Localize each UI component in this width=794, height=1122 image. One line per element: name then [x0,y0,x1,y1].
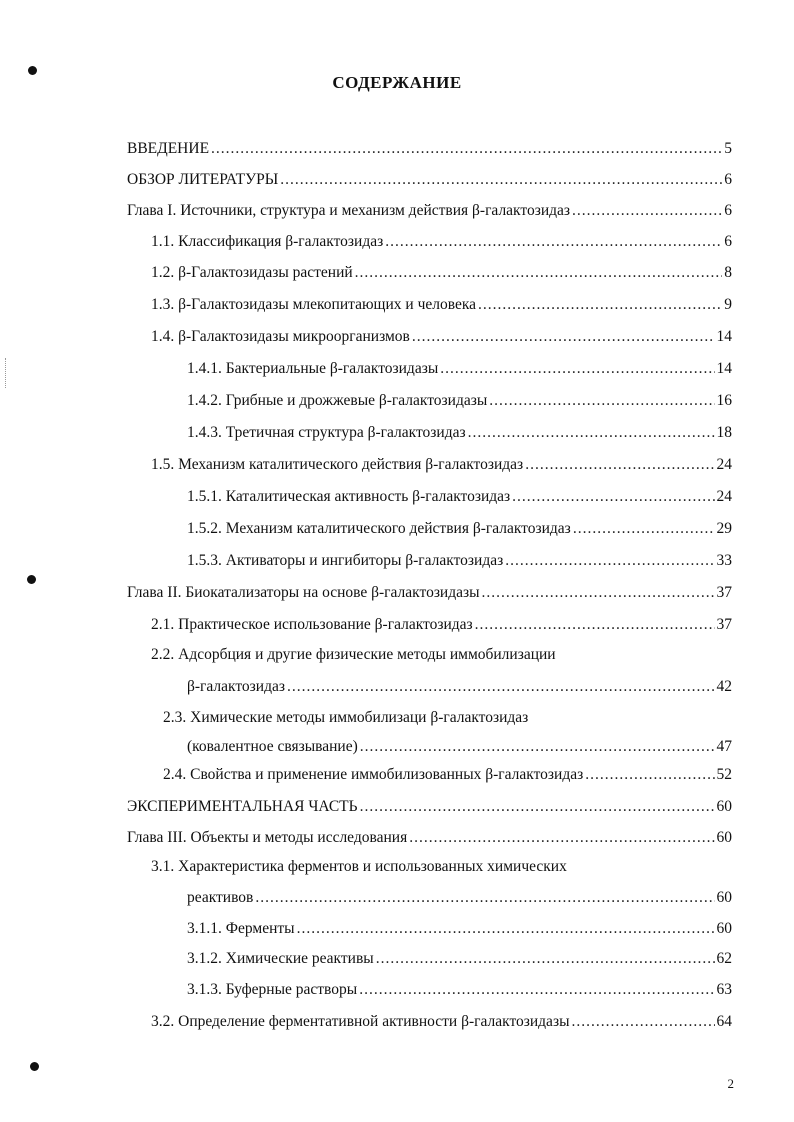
hole-punch-mark [28,66,37,75]
toc-entry-text: (ковалентное связывание) [187,738,358,755]
toc-entry-page: 42 [716,678,732,695]
leader-dots [287,676,715,698]
toc-entry-text: Глава I. Источники, структура и механизм действия β-галактозидаз [127,202,571,219]
leader-dots [572,200,722,222]
toc-entry-page: 47 [716,738,732,755]
toc-entry-page: 9 [724,296,732,313]
leader-dots [280,169,722,191]
toc-entry-page: 8 [724,264,732,281]
toc-entry [187,736,732,758]
toc-entry-page: 16 [716,392,732,409]
toc-entry [151,1011,732,1033]
toc-entry-page: 60 [716,798,732,815]
leader-dots [468,422,715,444]
toc-entry [187,486,732,508]
toc-entry-text: ЭКСПЕРИМЕНТАЛЬНАЯ ЧАСТЬ [127,798,358,815]
toc-entry-text: 3.2. Определение ферментативной активности β-галактозидазы [151,1013,570,1030]
toc-entry-text: 1.2. β-Галактозидазы растений [151,264,353,281]
toc-entry-page: 6 [724,202,732,219]
leader-dots [376,948,715,970]
toc-entry-page: 14 [716,328,732,345]
toc-entry [127,796,732,818]
toc-entry [151,231,732,253]
toc-entry-text: 3.1.1. Ферменты [187,920,295,937]
toc-entry-page: 5 [724,140,732,157]
toc-entry-page: 24 [716,456,732,473]
toc-entry-page: 62 [716,950,732,967]
toc-entry [187,422,732,444]
toc-entry-text: Глава III. Объекты и методы исследования [127,829,408,846]
toc-entry [187,948,732,970]
toc-entry [127,200,732,222]
toc-entry [187,979,732,1001]
toc-entry-page: 64 [716,1013,732,1030]
toc-entry [187,676,732,698]
toc-entry-page: 52 [716,766,732,783]
leader-dots [297,918,715,940]
toc-entry-text: 2.2. Адсорбция и другие физические методы иммобилизации [151,646,556,663]
leader-dots [505,550,714,572]
toc-entry [151,262,732,284]
toc-entry-text: 1.4. β-Галактозидазы микроорганизмов [151,328,410,345]
toc-entry-text: 2.1. Практическое использование β-галактозидаз [151,616,473,633]
toc-entry [127,827,732,849]
leader-dots [571,1011,714,1033]
leader-dots [409,827,714,849]
toc-entry [187,550,732,572]
toc-entry [151,454,732,476]
leader-dots [359,979,714,1001]
leader-dots [512,486,714,508]
toc-entry-text: 3.1.3. Буферные растворы [187,981,358,998]
toc-entry-text: 1.3. β-Галактозидазы млекопитающих и человека [151,296,477,313]
toc-entry-text: 3.1. Характеристика ферментов и использованных химических [151,858,567,875]
toc-entry-text: 1.1. Классификация β-галактозидаз [151,233,384,250]
toc-entry [127,582,732,604]
page-title: СОДЕРЖАНИЕ [332,73,462,92]
leader-dots [573,518,715,540]
toc-entry-page: 6 [724,233,732,250]
toc-entry [163,707,732,729]
toc-entry [127,138,732,160]
toc-entry-text: 2.3. Химические методы иммобилизаци β-галактозидаз [163,709,529,726]
toc-entry-page: 24 [716,488,732,505]
leader-dots [482,582,715,604]
toc-entry-text: ОБЗОР ЛИТЕРАТУРЫ [127,171,279,188]
leader-dots [412,326,715,348]
toc-entry-text: ВВЕДЕНИЕ [127,140,210,157]
toc-entry [151,614,732,636]
toc-entry-page: 37 [716,616,732,633]
toc-entry [187,518,732,540]
toc-entry-text: 1.5. Механизм каталитического действия β-галактозидаз [151,456,524,473]
leader-dots [478,294,722,316]
leader-dots [255,887,714,909]
leader-dots [585,764,714,786]
toc-entry-text: 1.5.1. Каталитическая активность β-галактозидаз [187,488,511,505]
leader-dots [489,390,714,412]
toc-entry-page: 60 [716,920,732,937]
toc-entry-page: 60 [716,829,732,846]
toc-entry-text: реактивов [187,889,254,906]
toc-entry-text: 1.4.2. Грибные и дрожжевые β-галактозидазы [187,392,488,409]
toc-entry [127,169,732,191]
leader-dots [355,262,723,284]
toc-entry [151,326,732,348]
leader-dots [211,138,722,160]
toc-entry-page: 6 [724,171,732,188]
toc-entry [187,358,732,380]
toc-entry-page: 63 [716,981,732,998]
toc-entry-page: 37 [716,584,732,601]
toc-entry [187,918,732,940]
hole-punch-mark [30,1062,39,1071]
toc-entry-text: 2.4. Свойства и применение иммобилизованных β-галактозидаз [163,766,584,783]
toc-entry [187,390,732,412]
toc-entry-text: 1.4.1. Бактериальные β-галактозидазы [187,360,439,377]
toc-entry [151,294,732,316]
leader-dots [385,231,722,253]
hole-punch-mark [27,575,36,584]
page-number: 2 [727,1076,734,1091]
toc-entry-page: 29 [716,520,732,537]
leader-dots [440,358,714,380]
toc-entry-page: 18 [716,424,732,441]
toc-entry-page: 60 [716,889,732,906]
toc-entry-text: 1.4.3. Третичная структура β-галактозидаз [187,424,466,441]
toc-entry-text: β-галактозидаз [187,678,285,695]
scan-artifact [5,358,8,388]
toc-entry [151,644,732,666]
leader-dots [525,454,714,476]
leader-dots [360,796,715,818]
toc-entry [187,887,732,909]
toc-entry [163,764,732,786]
toc-entry-text: 1.5.3. Активаторы и ингибиторы β-галактозидаз [187,552,504,569]
toc-entry [151,856,732,878]
leader-dots [475,614,715,636]
toc-entry-page: 14 [716,360,732,377]
toc-entry-text: 1.5.2. Механизм каталитического действия β-галактозидаз [187,520,571,537]
toc-entry-page: 33 [716,552,732,569]
toc-entry-text: 3.1.2. Химические реактивы [187,950,374,967]
toc-entry-text: Глава II. Биокатализаторы на основе β-галактозидазы [127,584,480,601]
leader-dots [360,736,715,758]
